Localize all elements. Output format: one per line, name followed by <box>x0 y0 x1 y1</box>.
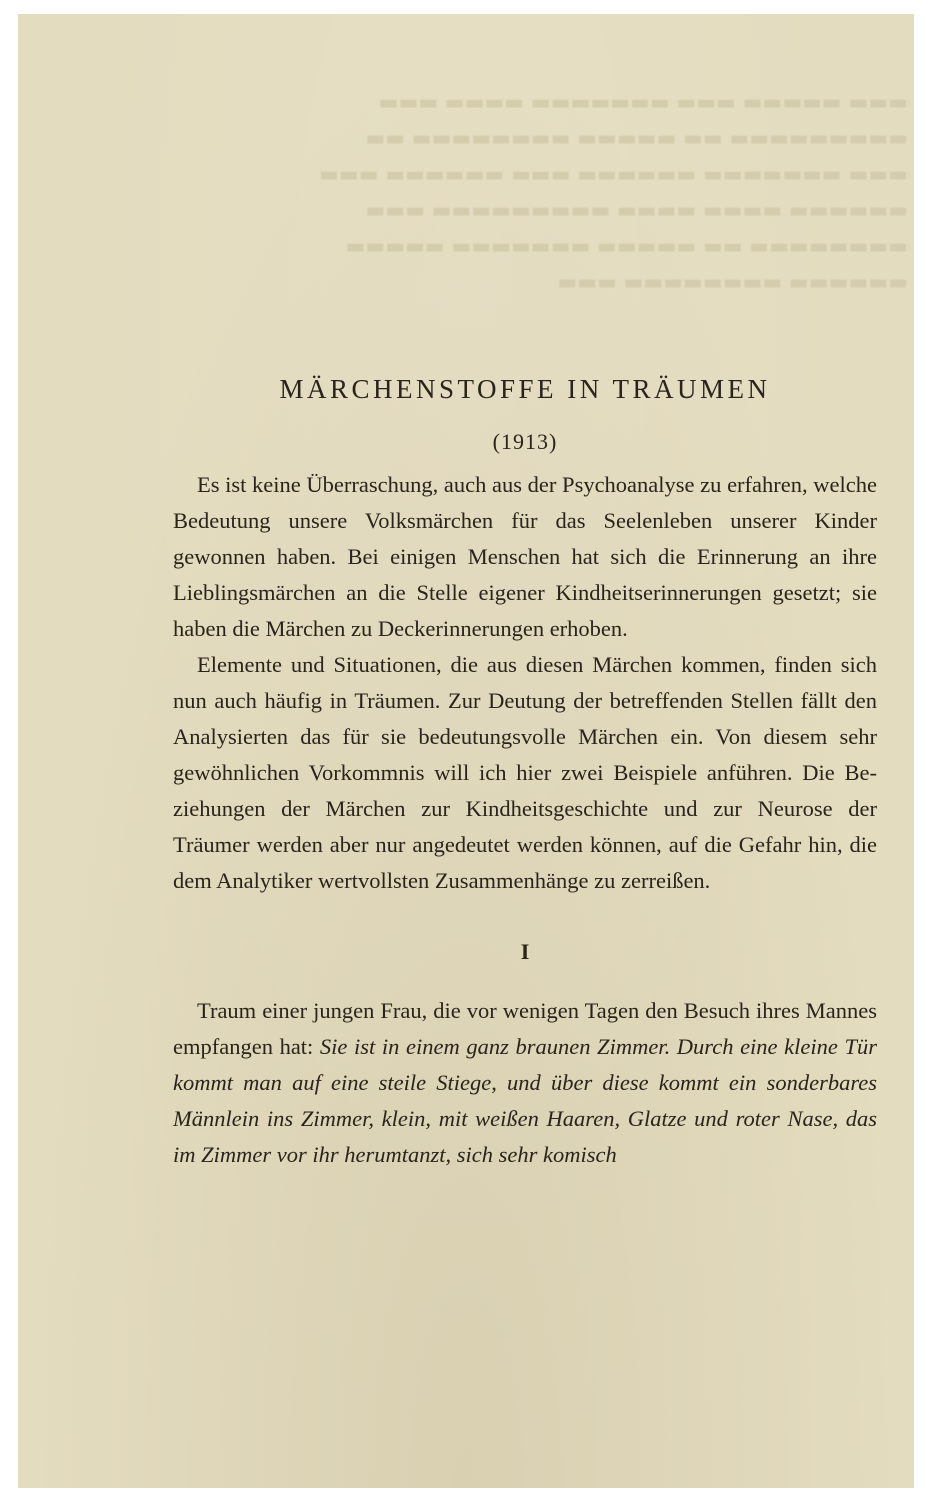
article <box>173 364 877 1173</box>
section-heading-one: I <box>520 939 530 964</box>
article-year: (1913) <box>492 429 558 454</box>
article-title: MÄRCHENSTOFFE IN TRÄUMEN <box>279 374 771 404</box>
paragraph-dream <box>173 993 877 1173</box>
paragraph-2: Elemente und Situationen, die aus diesen Märchen kommen, finden sich nun auch häufig in Träumen. Zur Deutung der betreffenden Stellen fällt den Analysierten das für sie bedeutungsvolle Märchen ein. Von diesem sehr gewöhnlichen Vorkommnis will ich hier zwei Beispiele anführen. Die Beziehungen der Märchen zur Kindheitsgeschichte und zur Neurose der Träumer werden aber nur angedeutet werden können, auf die Gefahr hin, die dem Analytiker wertvollsten Zusammenhänge zu zerreißen. <box>173 652 877 893</box>
dream-text: Sie ist in einem ganz braunen Zimmer. Durch eine kleine Tür kommt man auf eine steile Stiege, und über diese kommt ein sonderbares Männlein ins Zimmer, klein, mit weißen Haaren, Glatze und roter Nase, das im Zimmer vor ihr herumtanzt, sich sehr komisch <box>173 1034 877 1167</box>
paragraph-1: Es ist keine Überraschung, auch aus der Psychoanalyse zu erfahren, welche Bedeutung unsere Volksmärchen für das Seelenleben unserer Kinder gewonnen haben. Bei einigen Menschen hat sich die Erinnerung an ihre Lieblingsmärchen an die Stelle eigener Kindheitserinnerungen gesetzt; sie haben die Märchen zu Deckerinnerungen erhoben. <box>173 472 877 641</box>
bleed-through-text: ▬▬▬ ▬▬▬▬▬ ▬▬▬ ▬▬▬▬▬▬▬ ▬▬▬▬ ▬▬▬ ▬▬▬▬▬▬▬▬▬ ▬▬ ▬▬▬▬▬ ▬▬▬▬▬▬▬▬ ▬▬ ▬▬▬ ▬▬▬▬▬▬▬ ▬▬▬▬▬▬ ▬▬▬ ▬▬▬▬▬▬ ▬▬▬ ▬▬▬▬▬▬ ▬▬▬▬ ▬▬▬▬ ▬▬▬▬▬▬▬▬▬ ▬▬▬ ▬▬▬▬▬▬▬▬ ▬▬ ▬▬▬▬▬ ▬▬▬▬▬▬▬ ▬▬▬▬▬ ▬▬▬▬▬▬ ▬▬▬▬▬▬▬▬ ▬▬▬ <box>319 90 908 294</box>
book-page <box>18 14 914 1488</box>
dream-intro: Traum einer jungen Frau, die vor wenigen Tagen den Besuch ihres Mannes empfangen hat: <box>173 998 877 1059</box>
